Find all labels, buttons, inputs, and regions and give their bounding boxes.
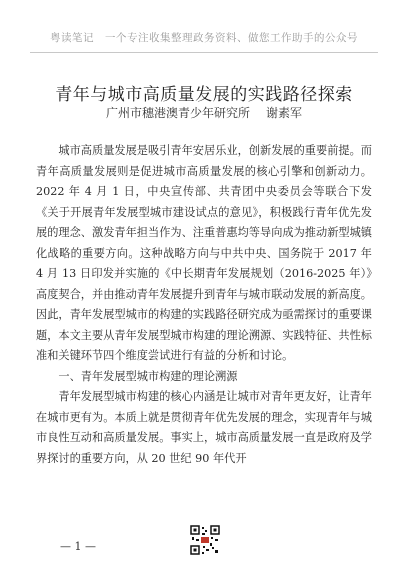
- doc-body: [36, 141, 372, 469]
- qr-code-icon: [190, 525, 220, 555]
- header-banner: 粤读笔记 一个专注收集整理政务资料、做您工作助手的公众号: [50, 32, 358, 44]
- doc-title: 青年与城市高质量发展的实践路径探索: [55, 85, 353, 105]
- section-heading: 一、青年发展型城市构建的理论溯源: [58, 369, 238, 383]
- page-number: — 1 —: [60, 540, 96, 553]
- paragraph: 青年发展型城市构建的核心内涵是让城市对青年更友好，让青年在城市更有为。本质上就是贯彻青年优先发展的理念，实现青年与城市良性互动和高质量发展。事实上，城市高质量发展一直是政府及学界探讨的重要方向，从 20 世纪 90 年代开: [36, 390, 372, 465]
- affiliation: 广州市穗港澳青少年研究所: [105, 106, 250, 120]
- paragraph: 城市高质量发展是吸引青年安居乐业，创新发展的重要前提。而青年高质量发展则是促进城市高质量发展的核心引擎和创新动力。2022 年 4 月 1 日，中央宣传部、共青团中央委员会等联合下发《关于开展青年发展型城市建设试点的意见》，积极践行青年优先发展的理念、激发青年担当作为、注重普惠均等导向成为推动新型城镇化战略的重要方向。这种战略方向与中共中央、国务院于 2017 年 4 月 13 日印发并实施的《中长期青年发展规划（2016-2025 年）》高度契合，并由推动青年发展提升到青年与城市联动发展的新高度。因此，青年发展型城市的构建的实践路径研究成为亟需探讨的重要课题，本文主要从青年发展型城市构建的理论溯源、实践特征、共性标准和关键环节四个维度尝试进行有益的分析和讨论。: [36, 144, 372, 362]
- byline: [20, 104, 388, 121]
- author-name: 谢素军: [266, 106, 303, 120]
- header-divider: [30, 52, 378, 53]
